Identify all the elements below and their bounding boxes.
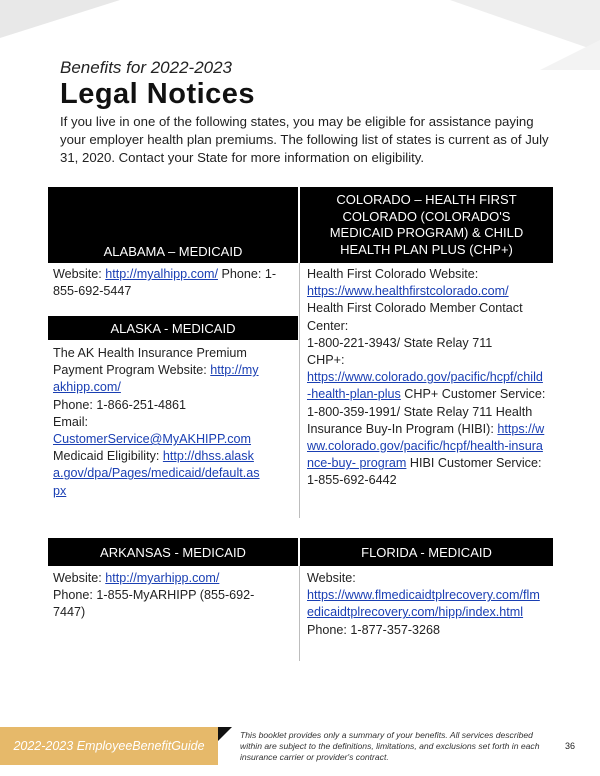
arkansas-website-link[interactable]: http://myarhipp.com/	[105, 571, 220, 585]
alabama-heading-text: ALABAMA – MEDICAID	[103, 244, 243, 259]
colorado-member-contact: Health First Colorado Member Contact Center:	[307, 301, 523, 333]
florida-website-link[interactable]: https://www.flmedicaidtplrecovery.com/flmedicaidtplrecovery.com/hipp/index.html	[307, 588, 540, 620]
page-number: 36	[565, 741, 576, 751]
florida-content	[307, 570, 545, 639]
colorado-content	[307, 266, 547, 490]
corner-decoration-left	[0, 0, 120, 38]
arkansas-heading	[48, 538, 298, 566]
alaska-heading-text: ALASKA - MEDICAID	[110, 320, 236, 336]
colorado-chp-label: CHP+:	[307, 353, 345, 368]
corner-decoration-right-small	[540, 40, 600, 70]
colorado-chp-service: CHP+ Customer Service: 1-800-359-1991/ State Relay 711 Health Insurance Buy-In Program (HIBI):	[307, 387, 546, 436]
colorado-heading-text: COLORADO – HEALTH FIRST COLORADO (COLORADO'S MEDICAID PROGRAM) & CHILD HEALTH PLAN PLUS (CHP+)	[329, 192, 524, 257]
arkansas-heading-text: ARKANSAS - MEDICAID	[100, 544, 246, 560]
alaska-program-label: The AK Health Insurance Premium Payment Program Website:	[53, 346, 247, 378]
alabama-phone: Phone: 1-855-692-5447	[53, 267, 277, 299]
colorado-heading	[300, 187, 553, 263]
colorado-hfc-label: Health First Colorado Website:	[307, 267, 479, 281]
florida-heading-text: FLORIDA - MEDICAID	[361, 544, 492, 560]
arkansas-website-label: Website:	[53, 571, 106, 585]
alaska-email-label: Email:	[53, 414, 88, 429]
alabama-website-link[interactable]: http://myalhipp.com/	[105, 267, 218, 281]
florida-phone: Phone: 1-877-357-3268	[307, 622, 441, 637]
alaska-eligibility-link[interactable]: http://dhss.alaska.gov/dpa/Pages/medicaid/default.aspx	[53, 449, 260, 498]
intro-paragraph: If you live in one of the following states, you may be eligible for assistance paying your employer health plan premiums. The following list of states is current as of July 31, 2020. Contact your State for more information on eligibility.	[60, 114, 549, 165]
colorado-hfc-link[interactable]: https://www.healthfirstcolorado.com/	[307, 284, 509, 299]
arkansas-content	[53, 570, 285, 622]
footer-disclaimer: This booklet provides only a summary of your benefits. All services described within are subject to the definitions, limitations, and exclusions set forth in each insurance carrier or provider's contract.	[240, 730, 540, 762]
alabama-heading	[48, 187, 298, 263]
colorado-hibi-link[interactable]: https://www.colorado.gov/pacific/hcpf/health-insurance-buy- program	[307, 421, 545, 471]
florida-website-label: Website:	[307, 571, 356, 585]
footer-triangle-decoration	[218, 727, 232, 741]
alaska-eligibility-label: Medicaid Eligibility:	[53, 449, 163, 464]
arkansas-phone: Phone: 1-855-MyARHIPP (855-692-7447)	[53, 588, 255, 620]
alaska-phone: Phone: 1-866-251-4861	[53, 397, 187, 412]
column-divider-lower	[299, 566, 300, 661]
florida-heading	[300, 538, 553, 566]
colorado-hibi-service: HIBI Customer Service: 1-855-692-6442	[307, 456, 542, 488]
alaska-email-link[interactable]: CustomerService@MyAKHIPP.com	[53, 432, 252, 447]
alaska-heading	[48, 316, 298, 340]
page-subtitle: Benefits for 2022-2023	[60, 58, 233, 77]
footer-guide-title	[0, 727, 218, 765]
alabama-website-label: Website:	[53, 267, 106, 281]
footer-guide-title-text: 2022-2023 EmployeeBenefitGuide	[13, 739, 205, 753]
alaska-content	[53, 345, 263, 500]
colorado-chp-link[interactable]: https://www.colorado.gov/pacific/hcpf/child-health-plan-plus	[307, 370, 543, 402]
alaska-website-link[interactable]: http://myakhipp.com/	[53, 363, 259, 395]
alabama-content	[53, 266, 295, 300]
page-title: Legal Notices	[60, 78, 256, 110]
column-divider	[299, 263, 300, 518]
colorado-member-phone: 1-800-221-3943/ State Relay 711	[307, 335, 493, 350]
